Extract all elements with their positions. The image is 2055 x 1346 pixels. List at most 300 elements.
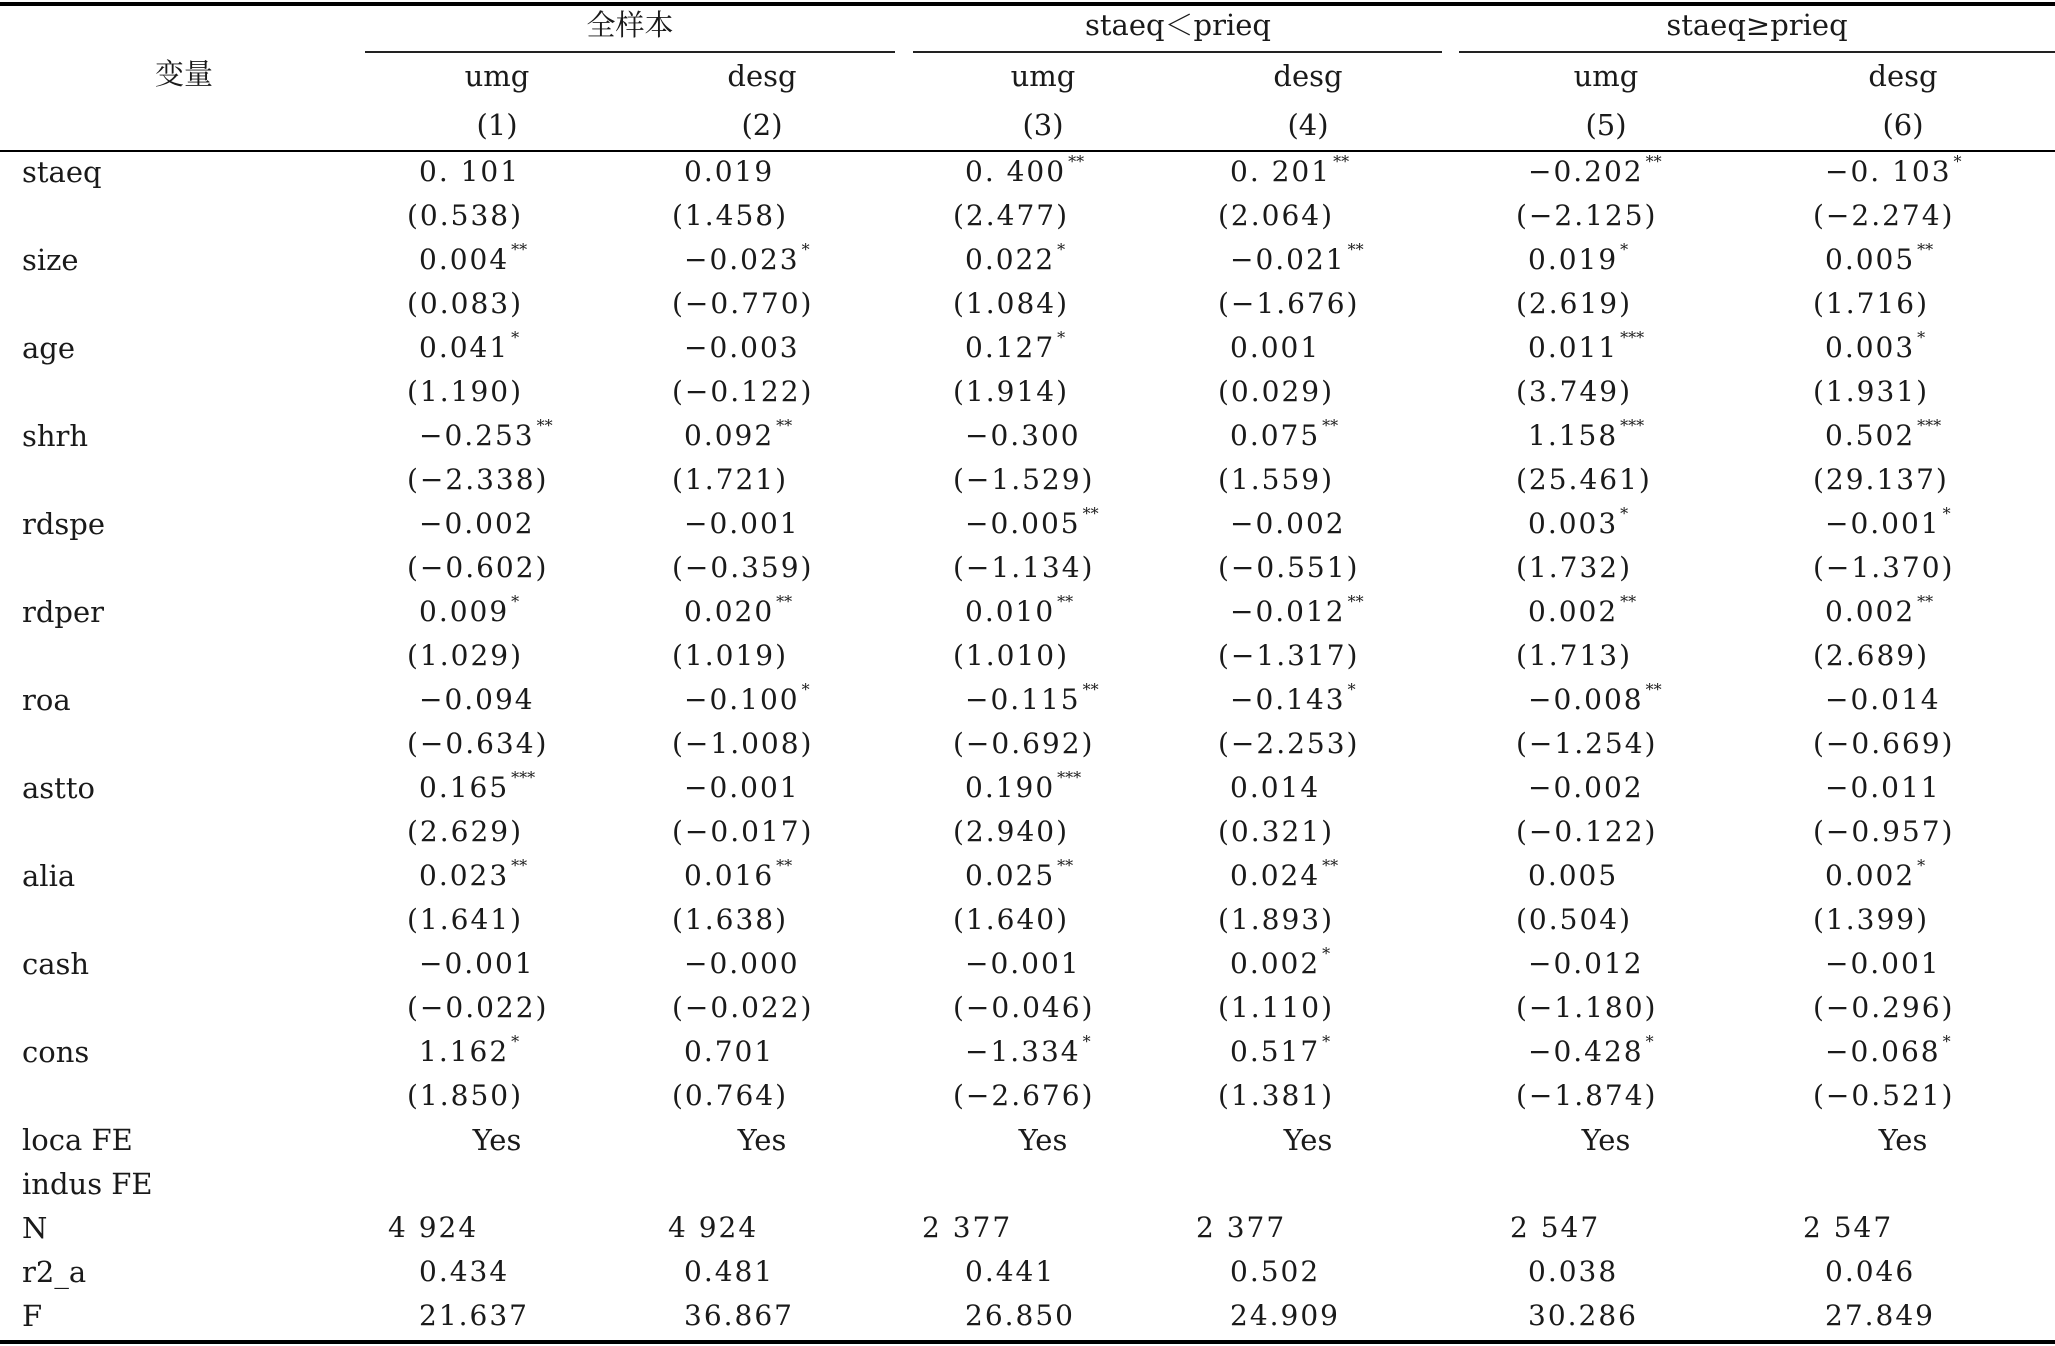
stat-label: N <box>22 1211 48 1245</box>
coef-value: 0.025 <box>965 859 1056 892</box>
significance-stars: * <box>1953 152 1962 171</box>
significance-stars: *** <box>511 768 536 787</box>
coef-value: −0.000 <box>684 947 800 980</box>
t-stat-cell: (1.732) <box>1516 551 1633 584</box>
t-stat-cell: (−0.022) <box>407 991 549 1024</box>
coef-value: 0.003 <box>1528 507 1619 540</box>
t-stat-cell: (0.504) <box>1516 903 1633 936</box>
t-stat-cell: (−2.676) <box>953 1079 1095 1112</box>
t-stat-cell: (−0.359) <box>672 551 814 584</box>
t-stat-cell: (−1.317) <box>1218 639 1360 672</box>
coef-value: 0.002 <box>1825 859 1916 892</box>
t-stat-cell: (0.029) <box>1218 375 1335 408</box>
significance-stars: *** <box>1917 416 1942 435</box>
var-label: cash <box>22 947 90 981</box>
fe-label: indus FE <box>22 1167 153 1201</box>
coef-cell <box>1230 856 1339 897</box>
coef-cell <box>1528 592 1637 633</box>
stat-cell: 2 547 <box>1510 1211 1601 1244</box>
coef-cell <box>684 507 800 541</box>
coef-cell <box>1528 240 1629 281</box>
stat-cell: 2 377 <box>922 1211 1013 1244</box>
coef-cell <box>419 155 520 189</box>
coef-value: −0.002 <box>1528 771 1644 804</box>
coef-cell <box>419 947 535 981</box>
coef-cell <box>1528 680 1662 721</box>
var-label: astto <box>22 771 95 805</box>
coef-value: −0.003 <box>684 331 800 364</box>
stat-cell: 0.441 <box>965 1255 1056 1288</box>
significance-stars: * <box>1057 328 1066 347</box>
stat-cell: 4 924 <box>668 1211 759 1244</box>
t-stat-cell: (1.029) <box>407 639 524 672</box>
significance-stars: * <box>511 592 520 611</box>
t-stat-cell: (29.137) <box>1813 463 1949 496</box>
significance-stars: * <box>801 680 810 699</box>
coef-value: 0.701 <box>684 1035 775 1068</box>
coef-value: −0.023 <box>684 243 800 276</box>
column-dep-1: umg <box>464 59 530 93</box>
significance-stars: *** <box>1620 416 1645 435</box>
coef-value: −0.005 <box>965 507 1081 540</box>
coef-value: −0.253 <box>419 419 535 452</box>
significance-stars: * <box>1917 328 1926 347</box>
t-stat-cell: (−0.017) <box>672 815 814 848</box>
coef-value: 0.165 <box>419 771 510 804</box>
t-stat-cell: (−0.296) <box>1813 991 1955 1024</box>
coef-value: −0.001 <box>684 771 800 804</box>
coef-value: −0.011 <box>1825 771 1941 804</box>
column-num-6: (6) <box>1882 108 1924 142</box>
stat-cell: 24.909 <box>1230 1299 1340 1332</box>
coef-value: −0.068 <box>1825 1035 1941 1068</box>
coef-cell <box>1825 683 1941 717</box>
t-stat-cell: (−0.692) <box>953 727 1095 760</box>
coef-value: −0.202 <box>1528 155 1644 188</box>
t-stat-cell: (−1.008) <box>672 727 814 760</box>
significance-stars: * <box>1942 1032 1951 1051</box>
t-stat-cell: (−0.957) <box>1813 815 1955 848</box>
significance-stars: ** <box>1333 152 1350 171</box>
coef-cell <box>965 1032 1091 1073</box>
t-stat-cell: (−0.770) <box>672 287 814 320</box>
fe-label: loca FE <box>22 1123 133 1157</box>
significance-stars: * <box>1942 504 1951 523</box>
coef-cell <box>1230 331 1320 365</box>
coef-cell <box>1825 152 1962 193</box>
coef-value: 0. 201 <box>1230 155 1332 188</box>
coef-value: 0.127 <box>965 331 1056 364</box>
t-stat-cell: (25.461) <box>1516 463 1652 496</box>
t-stat-cell: (1.458) <box>672 199 789 232</box>
coef-cell <box>1528 947 1644 981</box>
coef-cell <box>965 152 1085 193</box>
coef-value: 0.001 <box>1230 331 1321 364</box>
coef-cell <box>1825 771 1941 805</box>
coef-cell <box>1528 771 1644 805</box>
t-stat-cell: (−1.874) <box>1516 1079 1658 1112</box>
coef-value: 0.019 <box>684 155 775 188</box>
coef-cell <box>1825 1032 1951 1073</box>
coef-cell <box>965 592 1074 633</box>
coef-value: −0.115 <box>965 683 1081 716</box>
t-stat-cell: (−0.521) <box>1813 1079 1955 1112</box>
coef-value: −0.021 <box>1230 243 1346 276</box>
stat-cell: 26.850 <box>965 1299 1075 1332</box>
t-stat-cell: (1.399) <box>1813 903 1930 936</box>
coef-value: −0.001 <box>965 947 1081 980</box>
column-num-5: (5) <box>1585 108 1627 142</box>
coef-cell <box>419 683 535 717</box>
coef-cell <box>1230 152 1350 193</box>
t-stat-cell: (2.064) <box>1218 199 1335 232</box>
group-header-1: 全样本 <box>586 8 674 42</box>
coef-value: 0.011 <box>1528 331 1619 364</box>
stat-cell: 0.434 <box>419 1255 510 1288</box>
stat-label: F <box>22 1299 43 1333</box>
coef-value: 0.009 <box>419 595 510 628</box>
coef-cell <box>965 419 1081 453</box>
coef-cell <box>965 504 1099 545</box>
coef-cell <box>419 856 528 897</box>
top-rule <box>0 2 2055 6</box>
t-stat-cell: (2.940) <box>953 815 1070 848</box>
group-header-2: staeq＜prieq <box>1085 8 1271 42</box>
coef-cell <box>965 768 1082 809</box>
coef-value: 0.002 <box>1825 595 1916 628</box>
coef-value: 0.002 <box>1528 595 1619 628</box>
fe-cell: Yes <box>1018 1123 1068 1157</box>
significance-stars: * <box>1620 240 1629 259</box>
coef-value: −0.012 <box>1230 595 1346 628</box>
t-stat-cell: (1.019) <box>672 639 789 672</box>
coef-value: −0.002 <box>1230 507 1346 540</box>
coef-cell <box>1230 771 1320 805</box>
column-dep-5: umg <box>1573 59 1639 93</box>
coef-value: −0.001 <box>419 947 535 980</box>
column-dep-2: desg <box>727 59 797 93</box>
significance-stars: * <box>511 1032 520 1051</box>
stat-cell: 30.286 <box>1528 1299 1638 1332</box>
coef-cell <box>684 240 810 281</box>
coef-value: 0.014 <box>1230 771 1321 804</box>
var-label: size <box>22 243 79 277</box>
significance-stars: ** <box>1322 416 1339 435</box>
t-stat-cell: (−2.338) <box>407 463 549 496</box>
t-stat-cell: (1.914) <box>953 375 1070 408</box>
significance-stars: * <box>1082 1032 1091 1051</box>
column-dep-3: umg <box>1010 59 1076 93</box>
significance-stars: * <box>1917 856 1926 875</box>
coef-cell <box>1528 859 1618 893</box>
coef-value: 0.024 <box>1230 859 1321 892</box>
significance-stars: ** <box>1347 592 1364 611</box>
t-stat-cell: (0.321) <box>1218 815 1335 848</box>
t-stat-cell: (0.764) <box>672 1079 789 1112</box>
t-stat-cell: (1.641) <box>407 903 524 936</box>
t-stat-cell: (−1.370) <box>1813 551 1955 584</box>
significance-stars: ** <box>1347 240 1364 259</box>
coef-value: −0.428 <box>1528 1035 1644 1068</box>
fe-cell: Yes <box>472 1123 522 1157</box>
t-stat-cell: (1.713) <box>1516 639 1633 672</box>
t-stat-cell: (1.010) <box>953 639 1070 672</box>
coef-cell <box>684 1035 774 1069</box>
t-stat-cell: (1.559) <box>1218 463 1335 496</box>
t-stat-cell: (2.619) <box>1516 287 1633 320</box>
coef-cell <box>684 416 793 457</box>
var-label: alia <box>22 859 76 893</box>
coef-cell <box>1825 416 1942 457</box>
coef-value: 0.005 <box>1825 243 1916 276</box>
coef-cell <box>1825 947 1941 981</box>
var-header: 变量 <box>154 57 214 91</box>
coef-cell <box>965 856 1074 897</box>
t-stat-cell: (−1.676) <box>1218 287 1360 320</box>
significance-stars: * <box>1347 680 1356 699</box>
stat-label: r2_a <box>22 1255 87 1289</box>
column-num-2: (2) <box>741 108 783 142</box>
coef-value: 1.162 <box>419 1035 510 1068</box>
t-stat-cell: (1.931) <box>1813 375 1930 408</box>
coef-value: 0.005 <box>1528 859 1619 892</box>
significance-stars: ** <box>1645 680 1662 699</box>
coef-value: 0.023 <box>419 859 510 892</box>
coef-value: −0.012 <box>1528 947 1644 980</box>
t-stat-cell: (3.749) <box>1516 375 1633 408</box>
coef-cell <box>684 331 800 365</box>
t-stat-cell: (0.538) <box>407 199 524 232</box>
stat-cell: 0.046 <box>1825 1255 1916 1288</box>
coef-value: 0.190 <box>965 771 1056 804</box>
t-stat-cell: (1.850) <box>407 1079 524 1112</box>
t-stat-cell: (2.629) <box>407 815 524 848</box>
var-label: roa <box>22 683 71 717</box>
coef-cell <box>684 680 810 721</box>
coef-value: −0.094 <box>419 683 535 716</box>
stat-cell: 0.502 <box>1230 1255 1321 1288</box>
t-stat-cell: (1.716) <box>1813 287 1930 320</box>
t-stat-cell: (−2.274) <box>1813 199 1955 232</box>
significance-stars: ** <box>1082 504 1099 523</box>
significance-stars: ** <box>511 240 528 259</box>
significance-stars: * <box>1057 240 1066 259</box>
coef-value: −0.300 <box>965 419 1081 452</box>
column-num-1: (1) <box>476 108 518 142</box>
stat-cell: 36.867 <box>684 1299 794 1332</box>
coef-cell <box>1528 152 1662 193</box>
coef-cell <box>1825 240 1934 281</box>
coef-cell <box>1230 416 1339 457</box>
coef-cell <box>1825 592 1934 633</box>
t-stat-cell: (1.640) <box>953 903 1070 936</box>
t-stat-cell: (0.083) <box>407 287 524 320</box>
group-underline-3 <box>1459 51 2055 53</box>
var-label: cons <box>22 1035 90 1069</box>
coef-cell <box>419 328 520 369</box>
significance-stars: ** <box>776 416 793 435</box>
stat-cell: 27.849 <box>1825 1299 1935 1332</box>
significance-stars: ** <box>776 856 793 875</box>
t-stat-cell: (−2.253) <box>1218 727 1360 760</box>
coef-cell <box>684 856 793 897</box>
coef-value: 0.020 <box>684 595 775 628</box>
coef-value: −0.002 <box>419 507 535 540</box>
significance-stars: * <box>1322 1032 1331 1051</box>
fe-cell: Yes <box>1283 1123 1333 1157</box>
coef-value: 0. 400 <box>965 155 1067 188</box>
coef-value: 0.075 <box>1230 419 1321 452</box>
significance-stars: ** <box>1322 856 1339 875</box>
coef-value: 0.019 <box>1528 243 1619 276</box>
significance-stars: ** <box>1620 592 1637 611</box>
stat-cell: 2 547 <box>1803 1211 1894 1244</box>
significance-stars: ** <box>1917 592 1934 611</box>
stat-cell: 21.637 <box>419 1299 529 1332</box>
var-label: staeq <box>22 155 102 189</box>
coef-value: 0.003 <box>1825 331 1916 364</box>
header-bottom-rule <box>0 150 2055 152</box>
stat-cell: 0.038 <box>1528 1255 1619 1288</box>
coef-cell <box>1230 240 1364 281</box>
significance-stars: ** <box>1057 592 1074 611</box>
significance-stars: *** <box>1057 768 1082 787</box>
coef-value: 0.092 <box>684 419 775 452</box>
coef-cell <box>684 771 800 805</box>
significance-stars: ** <box>1645 152 1662 171</box>
t-stat-cell: (1.190) <box>407 375 524 408</box>
coef-cell <box>684 155 774 189</box>
significance-stars: ** <box>776 592 793 611</box>
coef-cell <box>1230 680 1356 721</box>
t-stat-cell: (−0.634) <box>407 727 549 760</box>
coef-cell <box>965 328 1066 369</box>
coef-cell <box>419 1032 520 1073</box>
fe-cell: Yes <box>737 1123 787 1157</box>
coef-cell <box>419 768 536 809</box>
t-stat-cell: (1.084) <box>953 287 1070 320</box>
t-stat-cell: (1.721) <box>672 463 789 496</box>
coef-cell <box>1230 1032 1331 1073</box>
column-num-3: (3) <box>1022 108 1064 142</box>
coef-value: 0.517 <box>1230 1035 1321 1068</box>
stat-cell: 0.481 <box>684 1255 775 1288</box>
coef-cell <box>965 240 1066 281</box>
significance-stars: * <box>801 240 810 259</box>
coef-cell <box>419 592 520 633</box>
coef-cell <box>419 416 553 457</box>
column-dep-4: desg <box>1273 59 1343 93</box>
t-stat-cell: (2.477) <box>953 199 1070 232</box>
fe-cell: Yes <box>1581 1123 1631 1157</box>
t-stat-cell: (2.689) <box>1813 639 1930 672</box>
stat-cell: 4 924 <box>388 1211 479 1244</box>
group-underline-1 <box>365 51 895 53</box>
var-label: rdspe <box>22 507 106 541</box>
coef-cell <box>684 947 800 981</box>
coef-value: 1.158 <box>1528 419 1619 452</box>
var-label: age <box>22 331 76 365</box>
significance-stars: ** <box>511 856 528 875</box>
t-stat-cell: (1.381) <box>1218 1079 1335 1112</box>
coef-value: 0.010 <box>965 595 1056 628</box>
coef-value: −0.014 <box>1825 683 1941 716</box>
coef-cell <box>1528 416 1645 457</box>
t-stat-cell: (1.893) <box>1218 903 1335 936</box>
t-stat-cell: (−0.602) <box>407 551 549 584</box>
column-num-4: (4) <box>1287 108 1329 142</box>
t-stat-cell: (−0.022) <box>672 991 814 1024</box>
t-stat-cell: (−0.122) <box>672 375 814 408</box>
coef-cell <box>1528 328 1645 369</box>
t-stat-cell: (−0.122) <box>1516 815 1658 848</box>
t-stat-cell: (−1.254) <box>1516 727 1658 760</box>
stat-cell: 2 377 <box>1196 1211 1287 1244</box>
significance-stars: *** <box>1620 328 1645 347</box>
bottom-rule <box>0 1340 2055 1344</box>
coef-cell <box>1528 1032 1654 1073</box>
t-stat-cell: (1.110) <box>1218 991 1335 1024</box>
coef-value: −1.334 <box>965 1035 1081 1068</box>
significance-stars: ** <box>1068 152 1085 171</box>
significance-stars: ** <box>536 416 553 435</box>
significance-stars: ** <box>1917 240 1934 259</box>
group-underline-2 <box>913 51 1442 53</box>
t-stat-cell: (−1.134) <box>953 551 1095 584</box>
coef-value: −0.143 <box>1230 683 1346 716</box>
var-label: shrh <box>22 419 89 453</box>
coef-value: −0.001 <box>684 507 800 540</box>
t-stat-cell: (−0.046) <box>953 991 1095 1024</box>
coef-value: 0.041 <box>419 331 510 364</box>
coef-value: −0.001 <box>1825 947 1941 980</box>
fe-cell: Yes <box>1878 1123 1928 1157</box>
coef-value: 0.502 <box>1825 419 1916 452</box>
coef-cell <box>965 947 1081 981</box>
significance-stars: * <box>1322 944 1331 963</box>
t-stat-cell: (1.638) <box>672 903 789 936</box>
coef-cell <box>1825 504 1951 545</box>
coef-cell <box>1230 507 1346 541</box>
significance-stars: * <box>1645 1032 1654 1051</box>
column-dep-6: desg <box>1868 59 1938 93</box>
var-label: rdper <box>22 595 105 629</box>
t-stat-cell: (−1.180) <box>1516 991 1658 1024</box>
significance-stars: * <box>511 328 520 347</box>
coef-cell <box>1230 592 1364 633</box>
coef-value: 0.004 <box>419 243 510 276</box>
t-stat-cell: (−0.551) <box>1218 551 1360 584</box>
coef-value: 0. 101 <box>419 155 521 188</box>
t-stat-cell: (−0.669) <box>1813 727 1955 760</box>
t-stat-cell: (−2.125) <box>1516 199 1658 232</box>
significance-stars: * <box>1620 504 1629 523</box>
coef-cell <box>684 592 793 633</box>
coef-value: −0.001 <box>1825 507 1941 540</box>
coef-cell <box>1528 504 1629 545</box>
coef-cell <box>419 240 528 281</box>
coef-value: −0.008 <box>1528 683 1644 716</box>
coef-value: −0. 103 <box>1825 155 1952 188</box>
coef-cell <box>1230 944 1331 985</box>
group-header-3: staeq≥prieq <box>1666 8 1848 42</box>
significance-stars: ** <box>1082 680 1099 699</box>
coef-value: −0.100 <box>684 683 800 716</box>
coef-cell <box>1825 328 1926 369</box>
coef-value: 0.002 <box>1230 947 1321 980</box>
coef-cell <box>965 680 1099 721</box>
t-stat-cell: (−1.529) <box>953 463 1095 496</box>
